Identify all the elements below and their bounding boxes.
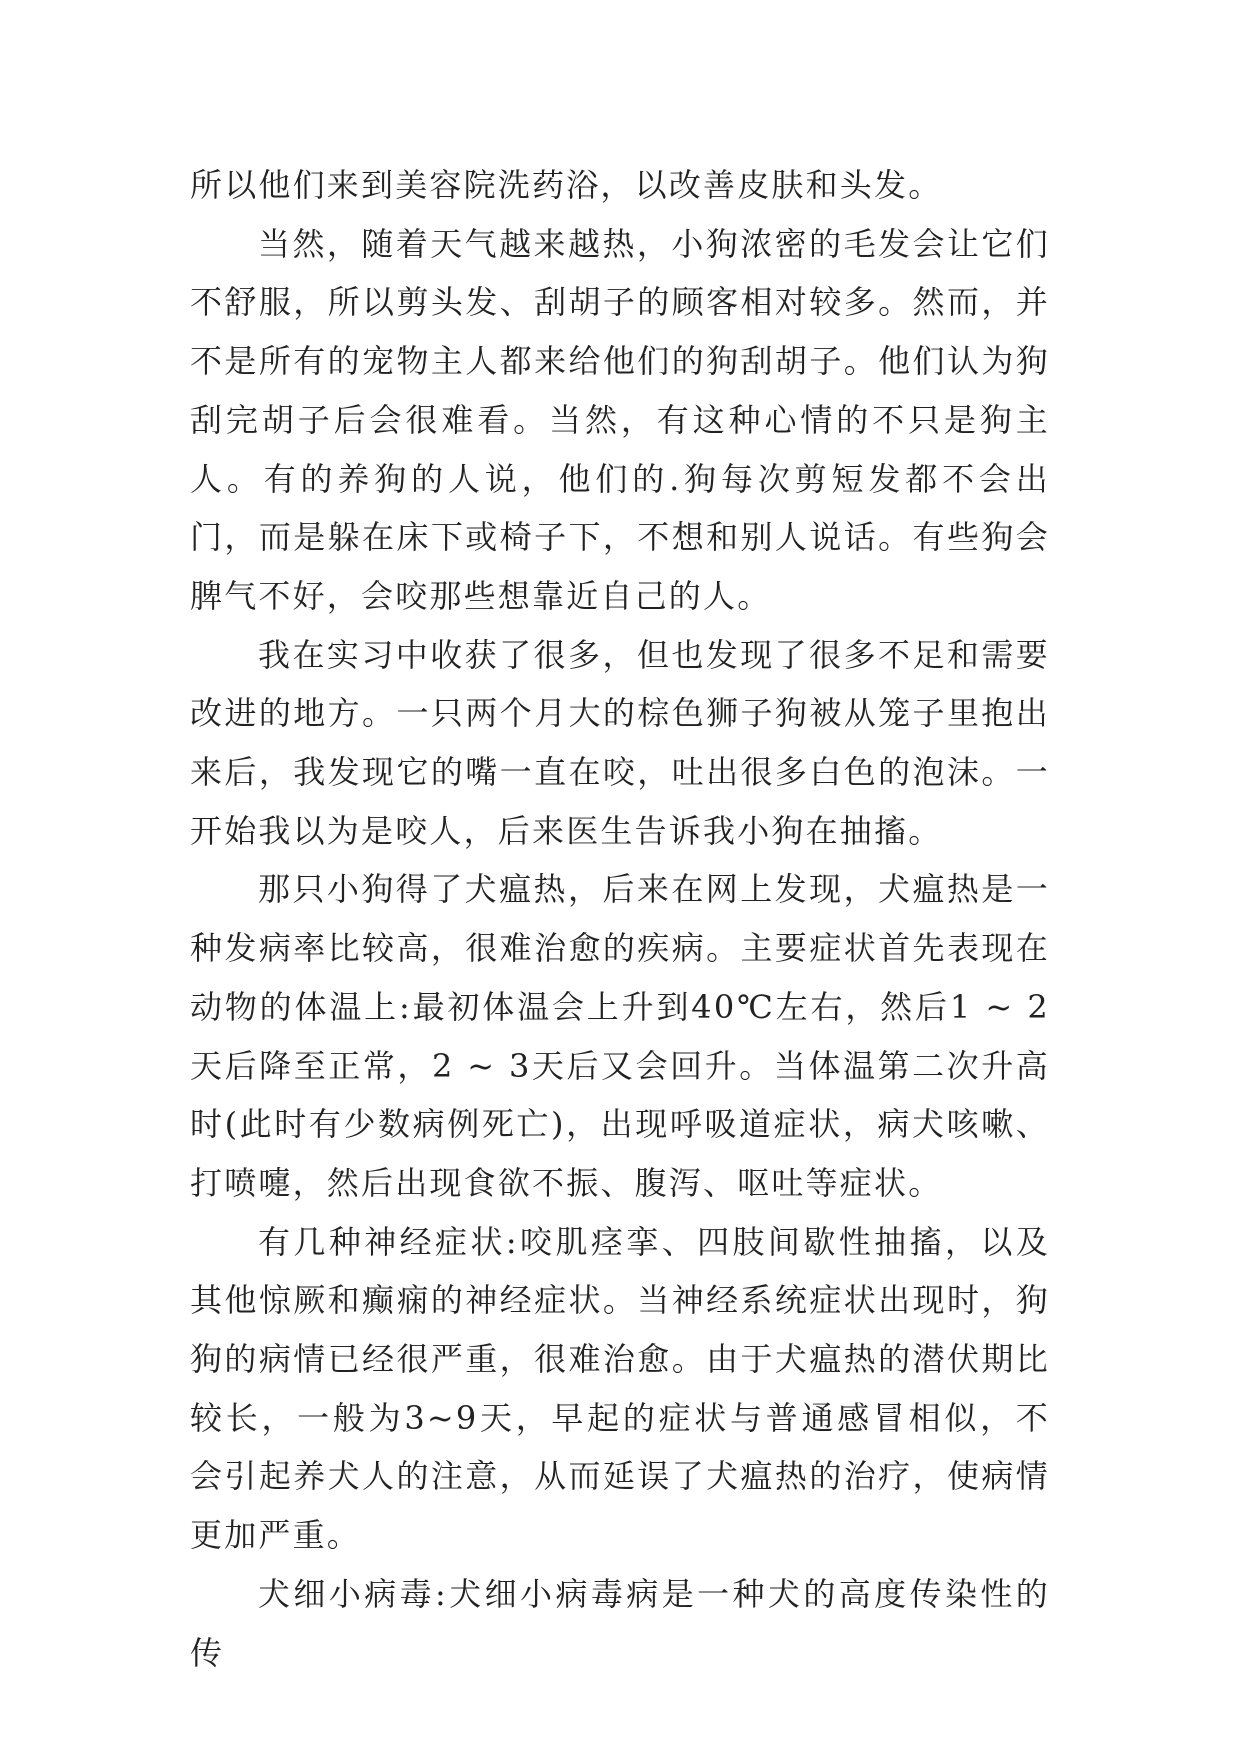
- paragraph-parvovirus: 犬细小病毒:犬细小病毒病是一种犬的高度传染性的传: [190, 1574, 1050, 1672]
- paragraph-internship: 我在实习中收获了很多，但也发现了很多不足和需要改进的地方。一只两个月大的棕色狮子狗被从笼子里抱出来后，我发现它的嘴一直在咬，吐出很多白色的泡沫。一开始我以为是咬人，后来医生告诉我小狗在抽搐。: [190, 635, 1050, 850]
- paragraph-distemper: 那只小狗得了犬瘟热，后来在网上发现，犬瘟热是一种发病率比较高，很难治愈的疾病。主要症状首先表现在动物的体温上:最初体温会上升到40℃左右，然后1 ~ 2天后降至正常，2 ~ 3天后又会回升。当体温第二次升高时(此时有少数病例死亡)，出现呼吸道症状，病犬咳嗽、打喷嚏，然后出现食欲不振、腹泻、呕吐等症状。: [190, 870, 1050, 1202]
- paragraph-continuation: 所以他们来到美容院洗药浴，以改善皮肤和头发。: [190, 166, 943, 204]
- paragraph-neuro-symptoms: 有几种神经症状:咬肌痉挛、四肢间歇性抽搐，以及其他惊厥和癫痫的神经症状。当神经系统症状出现时，狗狗的病情已经很严重，很难治愈。由于犬瘟热的潜伏期比较长，一般为3~9天，早起的症状与普通感冒相似，不会引起养犬人的注意，从而延误了犬瘟热的治疗，使病情更加严重。: [190, 1222, 1050, 1555]
- body-text: [190, 156, 1050, 1682]
- paragraph-haircut: 当然，随着天气越来越热，小狗浓密的毛发会让它们不舒服，所以剪头发、刮胡子的顾客相对较多。然而，并不是所有的宠物主人都来给他们的狗刮胡子。他们认为狗刮完胡子后会很难看。当然，有这种心情的不只是狗主人。有的养狗的人说，他们的.狗每次剪短发都不会出门，而是躲在床下或椅子下，不想和别人说话。有些狗会脾气不好，会咬那些想靠近自己的人。: [190, 224, 1050, 615]
